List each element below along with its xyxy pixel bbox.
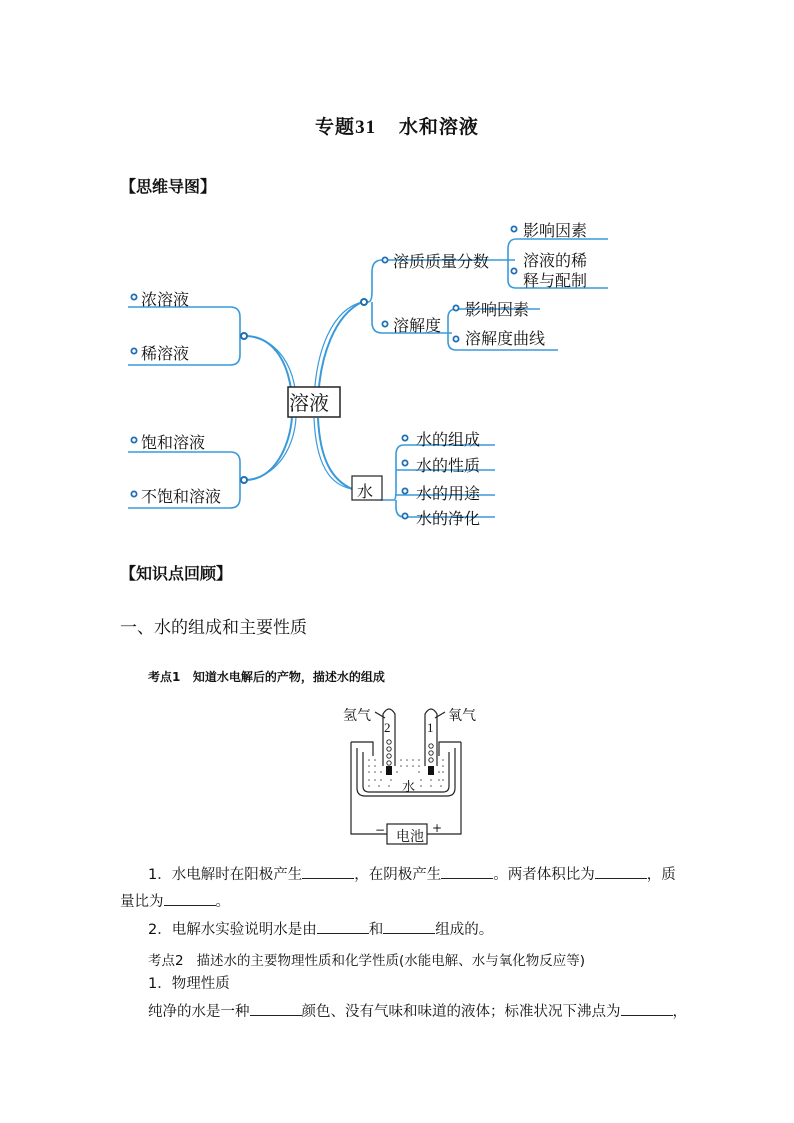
mindmap-left-1: 浓溶液 — [141, 290, 190, 309]
physical-properties-text: 纯净的水是一种 颜色、没有气味和味道的液体；标准状况下沸点为 ， — [148, 999, 687, 1026]
mindmap-water-child-4: 水的净化 — [416, 509, 481, 528]
mindmap-mass-child-2b: 释与配制 — [523, 271, 588, 290]
tube-left-number: 2 — [384, 720, 391, 735]
mindmap-sol-child-1: 影响因素 — [465, 300, 530, 319]
blank[interactable] — [302, 864, 354, 879]
oxygen-label: 氧气 — [448, 708, 476, 724]
tube-right-number: 1 — [427, 720, 434, 735]
mindmap-center: 溶液 — [289, 391, 329, 415]
mindmap-left-3: 饱和溶液 — [141, 433, 206, 452]
page-title: 专题31 水和溶液 — [315, 116, 479, 138]
mindmap-left-2: 稀溶液 — [141, 344, 190, 363]
kaodian-1: 考点1 知道水电解后的产物，描述水的组成 — [148, 670, 385, 684]
mindmap-water-child-1: 水的组成 — [416, 430, 481, 449]
section-1-heading: 一、水的组成和主要性质 — [120, 618, 307, 638]
battery-plus: + — [432, 821, 443, 835]
mindmap-water: 水 — [357, 482, 374, 501]
blank[interactable] — [595, 864, 647, 879]
review-heading: 【知识点回顾】 — [120, 564, 233, 583]
mindmap-mass-fraction: 溶质质量分数 — [393, 252, 490, 271]
battery-label: 电池 — [396, 829, 424, 845]
water-label: 水 — [402, 780, 416, 795]
blank[interactable] — [441, 864, 493, 879]
mindmap-solubility: 溶解度 — [393, 316, 442, 335]
kaodian-2: 考点2 描述水的主要物理性质和化学性质(水能电解、水与氧化物反应等) — [148, 953, 586, 969]
battery-minus: − — [375, 823, 386, 837]
blank[interactable] — [317, 919, 369, 934]
mindmap-mass-child-2a: 溶液的稀 — [523, 251, 588, 270]
mindmap-water-child-2: 水的性质 — [416, 456, 481, 475]
mindmap-water-child-3: 水的用途 — [416, 484, 481, 503]
mindmap-left-4: 不饱和溶液 — [141, 487, 222, 506]
mindmap-heading: 【思维导图】 — [120, 177, 217, 196]
hydrogen-label: 氢气 — [343, 708, 371, 724]
blank[interactable] — [621, 1001, 673, 1016]
mindmap-sol-child-2: 溶解度曲线 — [465, 329, 546, 348]
blank[interactable] — [383, 919, 435, 934]
mindmap-mass-child-1: 影响因素 — [523, 221, 588, 240]
question-2: 2．电解水实验说明水是由 和 组成的。 — [148, 917, 493, 944]
blank[interactable] — [164, 891, 216, 906]
physical-properties-heading: 1．物理性质 — [148, 976, 230, 992]
question-1: 1．水电解时在阳极产生 ，在阴极产生 。两者体积比为 ，质 量比为 。 — [120, 862, 680, 916]
blank[interactable] — [250, 1001, 302, 1016]
